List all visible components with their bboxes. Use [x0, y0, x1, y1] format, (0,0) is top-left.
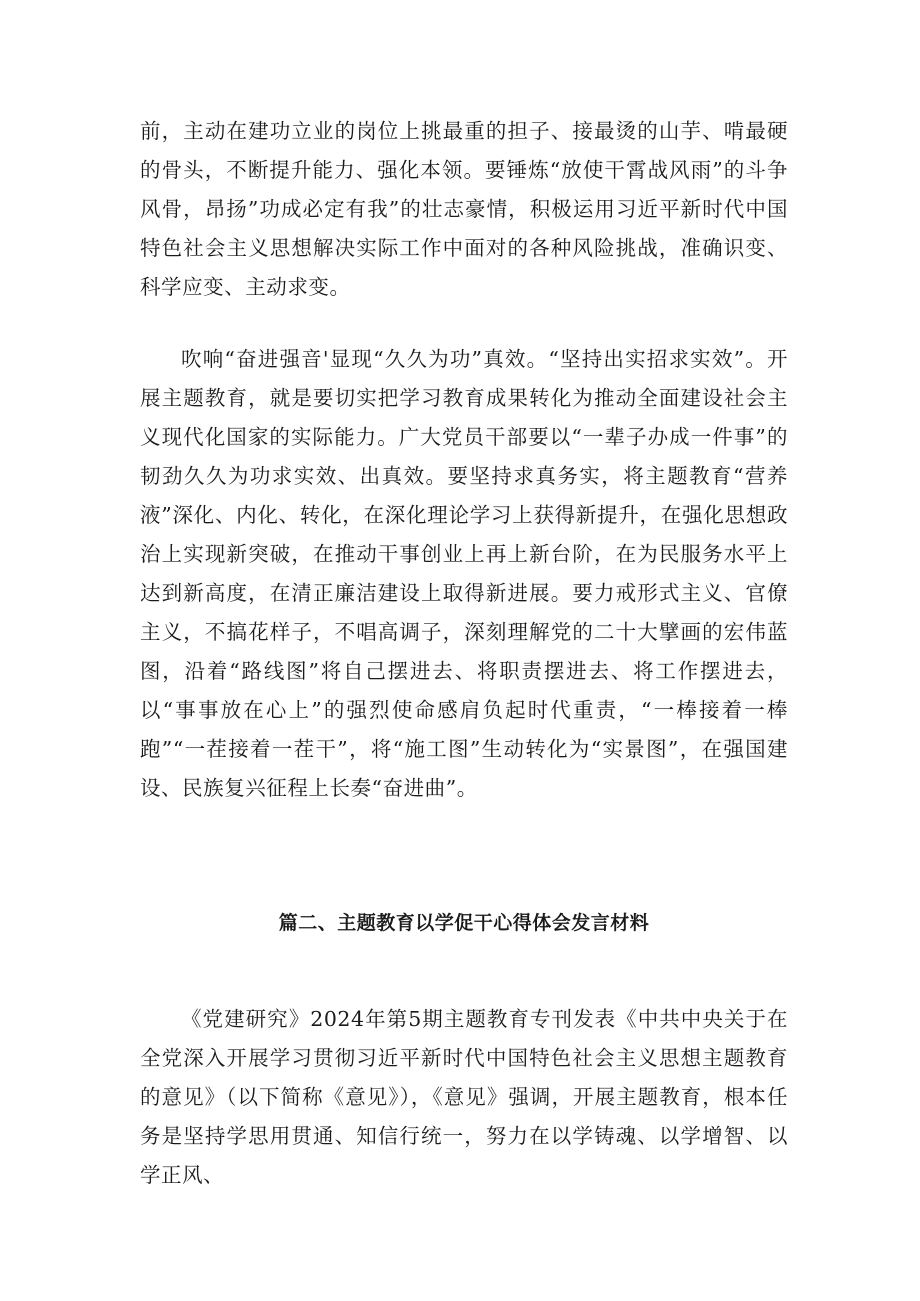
- body-paragraph: 《党建研究》2024年第5期主题教育专刊发表《中共中央关于在全党深入开展学习贯彻习近平新时代中国特色社会主义思想主题教育的意见》（以下简称《意见》），《意见》强调，开展主题教育，根本任务是坚持学思用贯通、知信行统一，努力在以学铸魂、以学增智、以学正风、: [140, 1007, 788, 1187]
- body-paragraph: 吹响“奋进强音'显现“久久为功”真效。“坚持出实招求实效”。开展主题教育，就是要切实把学习教育成果转化为推动全面建设社会主义现代化国家的实际能力。广大党员干部要以“一辈子办成一件事”的韧劲久久为功求实效、出真效。要坚持求真务实，将主题教育“营养液”深化、内化、转化，在深化理论学习上获得新提升，在强化思想政治上实现新突破，在推动干事创业上再上新台阶，在为民服务水平上达到新高度，在清正廉洁建设上取得新进展。要力戒形式主义、官僚主义，不搞花样子，不唱高调子，深刻理解党的二十大擘画的宏伟蓝图，沿着“路线图”将自己摆进去、将职责摆进去、将工作摆进去，以“事事放在心上”的强烈使命感肩负起时代重责，“一棒接着一棒跑”“一茬接着一茬干”，将“施工图”生动转化为“实景图”，在强国建设、民族复兴征程上长奏“奋进曲”。: [140, 347, 788, 800]
- section-heading: 篇二、主题教育以学促干心得体会发言材料: [278, 912, 650, 934]
- body-paragraph: 前，主动在建功立业的岗位上挑最重的担子、接最烫的山芋、啃最硬的骨头，不断提升能力、强化本领。要锤炼“放使干霄战风雨”的斗争风骨，昂扬”功成必定有我”的壮志豪情，积极运用习近平新时代中国特色社会主义思想解决实际工作中面对的各种风险挑战，准确识变、科学应变、主动求变。: [140, 119, 788, 299]
